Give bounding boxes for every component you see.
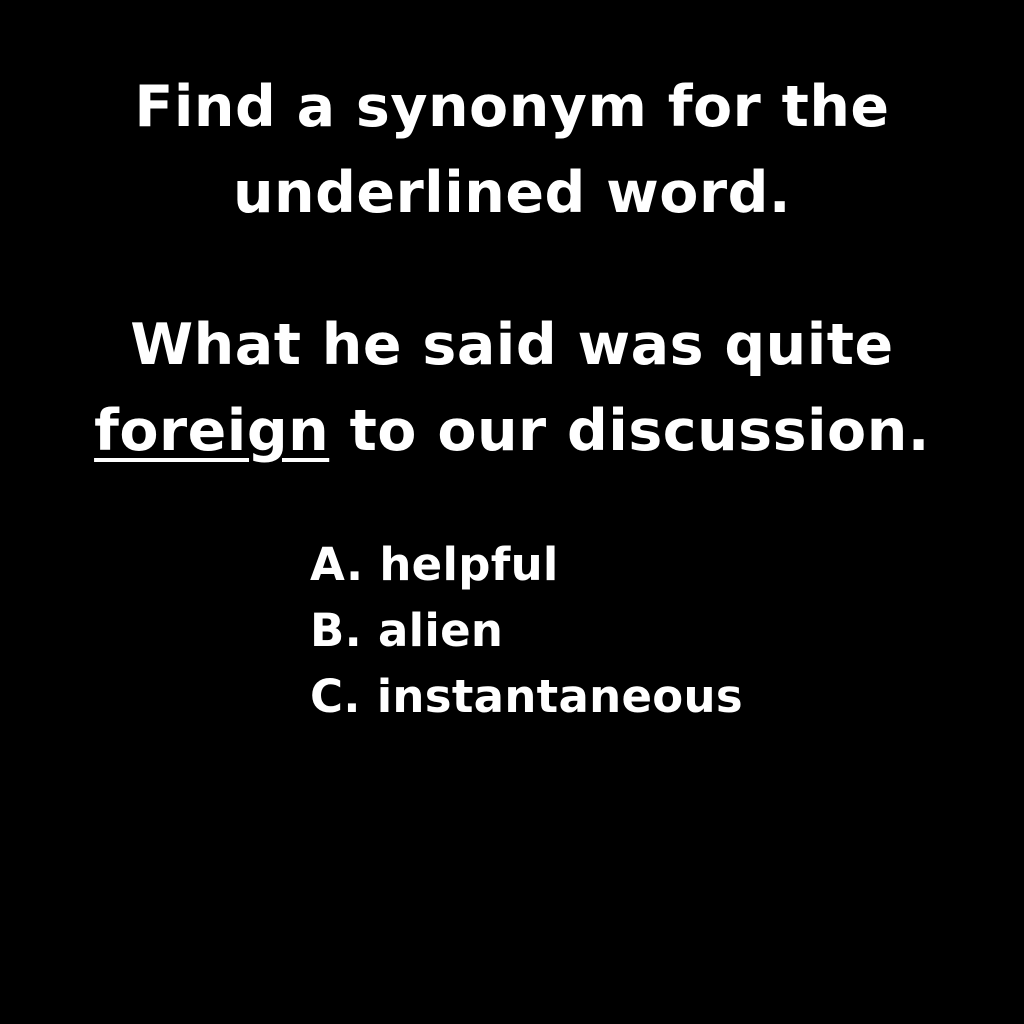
instruction-text: Find a synonym for the underlined word. — [134, 74, 890, 226]
sentence-rest: to our discussion. — [329, 398, 930, 464]
answer-options — [310, 532, 743, 730]
option-letter: C. — [310, 670, 361, 723]
option-letter: A. — [310, 538, 364, 591]
option-a[interactable] — [310, 532, 743, 598]
option-letter: B. — [310, 604, 362, 657]
option-c[interactable] — [310, 664, 743, 730]
sentence-line-1: What he said was quite — [130, 312, 894, 378]
question-sentence — [0, 302, 1024, 474]
option-b[interactable] — [310, 598, 743, 664]
option-text: helpful — [379, 538, 559, 591]
sentence-line-2 — [0, 388, 1024, 474]
option-text: instantaneous — [376, 670, 743, 723]
option-text: alien — [377, 604, 504, 657]
underlined-word: foreign — [94, 398, 330, 464]
